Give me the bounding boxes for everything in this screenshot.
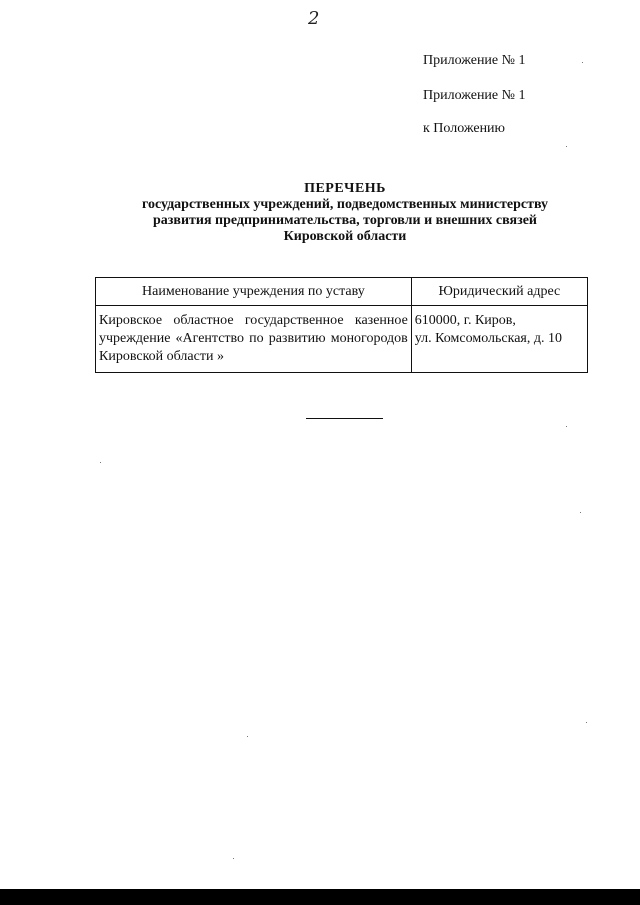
- title-line-1: государственных учреждений, подведомственных министерству: [141, 197, 549, 212]
- page-number: 2: [308, 8, 320, 29]
- appendix-label-1: Приложение № 1: [423, 53, 526, 68]
- appendix-label-2: Приложение № 1: [423, 88, 526, 103]
- closing-rule: [306, 418, 383, 419]
- scan-speck: [566, 426, 567, 427]
- scan-speck: [100, 462, 101, 463]
- institutions-table: [95, 277, 588, 373]
- title-heading: ПЕРЕЧЕНЬ: [304, 181, 386, 196]
- scan-speck: [566, 146, 567, 147]
- address-line-1: 610000, г. Киров,: [414, 313, 516, 328]
- scan-speck: [580, 512, 581, 513]
- scan-speck: [586, 722, 587, 723]
- address-line-2: ул. Комсомольская, д. 10: [414, 331, 562, 346]
- column-header-name: Наименование учреждения по уставу: [96, 278, 412, 306]
- table-header-row: [96, 278, 588, 306]
- table-row: [96, 306, 588, 373]
- institution-address-cell: [411, 306, 587, 373]
- scan-bottom-edge: [0, 889, 640, 905]
- column-header-address: Юридический адрес: [411, 278, 587, 306]
- appendix-reference: к Положению: [423, 121, 506, 136]
- institution-name-cell: Кировское областное государственное казенное учреждение «Агентство по развитию моногородов Кировской области »: [96, 306, 412, 373]
- document-title: [100, 181, 590, 245]
- scan-speck: [233, 858, 234, 859]
- title-line-3: Кировской области: [283, 229, 407, 244]
- scan-speck: [247, 736, 248, 737]
- scan-speck: [582, 62, 583, 63]
- title-line-2: развития предпринимательства, торговли и внешних связей: [152, 213, 537, 228]
